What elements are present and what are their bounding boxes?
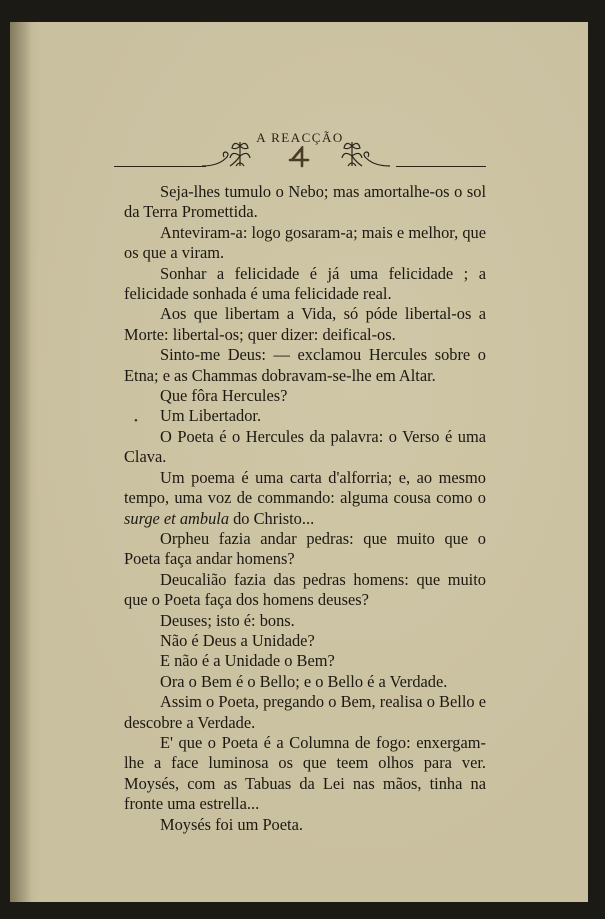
paragraph: Assim o Poeta, pregando o Bem, realisa o Bello e descobre a Verdade. — [124, 692, 486, 732]
paragraph: Aos que libertam a Vida, só póde libertal-os a Morte: libertal-os; quer dizer: deifical-os. — [124, 304, 486, 344]
paragraph: Ora o Bem é o Bello; e o Bello é a Verdade. — [160, 671, 448, 691]
paragraph: O Poeta é o Hercules da palavra: o Verso é uma Clava. — [124, 426, 486, 467]
paragraph-with-italic — [124, 468, 486, 529]
fleuron-ornament-left-icon — [200, 138, 270, 170]
paragraph: E não é a Unidade o Bem? — [160, 651, 335, 671]
paragraph: Um Libertador. — [160, 406, 262, 426]
book-page — [10, 22, 588, 902]
italic-phrase: surge et ambula — [124, 508, 230, 528]
paragraph-tail: do Christo... — [229, 508, 315, 528]
paragraph: Deuses; isto é: bons. — [160, 610, 295, 630]
paragraph: Sinto-me Deus: — exclamou Hercules sobre o Etna; e as Chammas dobravam-se-lhe em Altar. — [124, 345, 486, 385]
header-rule-left — [114, 166, 206, 167]
paragraph: Seja-lhes tumulo o Nebo; mas amortalhe-os o sol da Terra Promettida. — [124, 182, 486, 222]
paragraph: Não é Deus a Unidade? — [160, 630, 315, 650]
handwritten-page-mark — [288, 146, 312, 168]
running-head — [114, 130, 486, 170]
paragraph-text: Um poema é uma carta d'alforria; e, ao mesmo tempo, uma voz de commando: alguma cousa como o — [124, 467, 486, 508]
margin-mark: • — [134, 415, 138, 427]
paragraph: Deucalião fazia das pedras homens: que muito que o Poeta faça dos homens deuses? — [124, 569, 486, 610]
paragraph: Sonhar a felicidade é já uma felicidade ; a felicidade sonhada é uma felicidade real. — [124, 263, 486, 304]
running-head-title: A REACÇÃO — [256, 130, 344, 145]
paragraph: Moysés foi um Poeta. — [160, 814, 303, 834]
header-rule-right — [396, 166, 486, 167]
paragraph: Anteviram-a: logo gosaram-a; mais e melhor, que os que a viram. — [124, 222, 486, 263]
paragraph: Orpheu fazia andar pedras: que muito que o Poeta faça andar homens? — [124, 528, 486, 569]
paragraph: Que fôra Hercules? — [160, 386, 288, 406]
fleuron-ornament-right-icon — [322, 138, 392, 170]
page-gutter-shadow — [10, 22, 32, 902]
body-text — [124, 182, 486, 835]
paragraph: E' que o Poeta é a Columna de fogo: enxergam-lhe a face luminosa os que teem olhos para ver. Moysés, com as Tabuas da Lei nas mãos, tinha na fronte uma estrella... — [124, 732, 486, 814]
